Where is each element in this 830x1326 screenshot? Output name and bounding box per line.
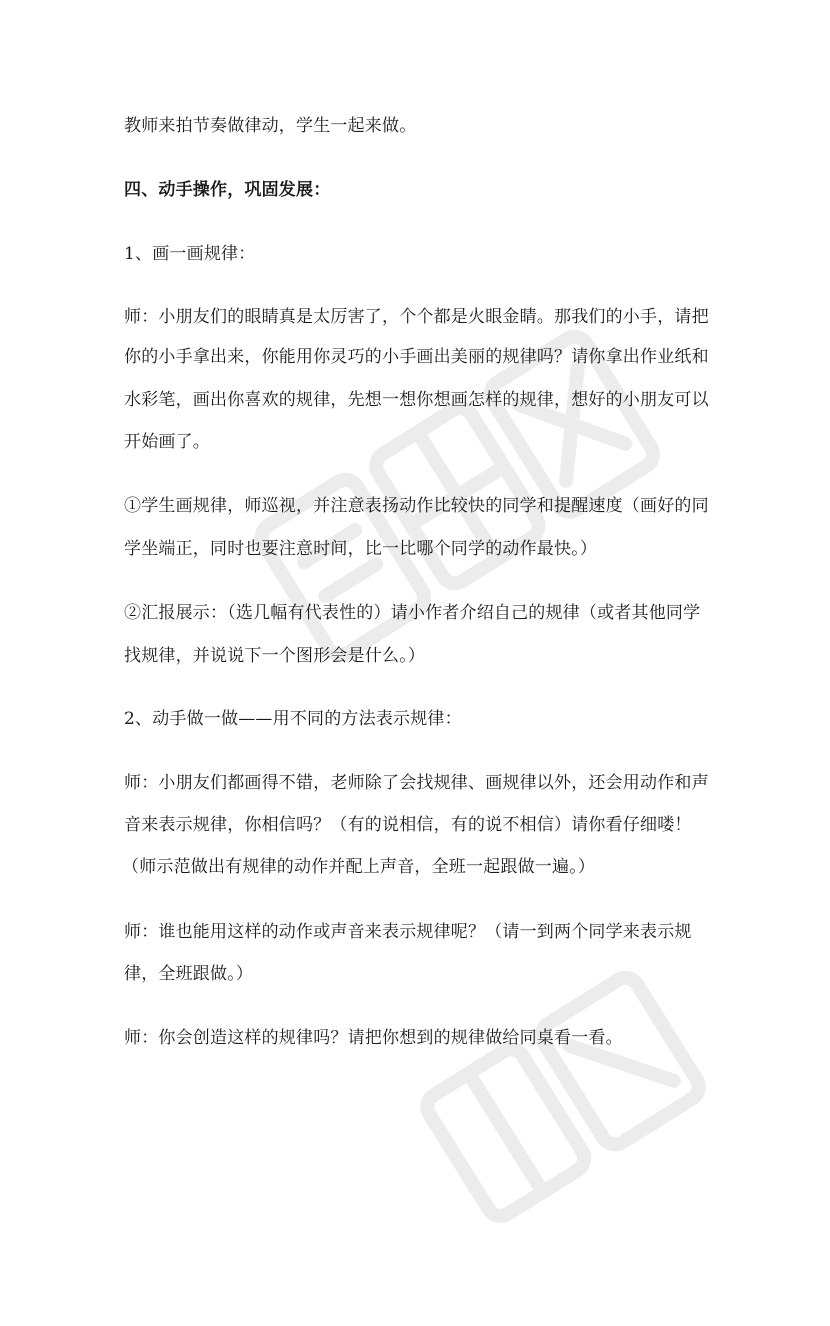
- paragraph-line: 学坐端正，同时也要注意时间，比一比哪个同学的动作最快。）: [124, 539, 598, 559]
- section-heading: 四、动手操作，巩固发展：: [124, 180, 331, 200]
- paragraph-line: ①学生画规律，师巡视，并注意表扬动作比较快的同学和提醒速度（画好的同: [124, 496, 709, 516]
- watermark-logo-bottom: [279, 934, 741, 1326]
- paragraph-line: 律，全班跟做。）: [124, 964, 254, 984]
- paragraph-line: 你的小手拿出来，你能用你灵巧的小手画出美丽的规律吗？请你拿出作业纸和: [124, 347, 709, 367]
- paragraph-line: （师示范做出有规律的动作并配上声音，全班一起跟做一遍。）: [122, 857, 596, 877]
- subsection-heading: 1、画一画规律：: [124, 244, 256, 264]
- paragraph-line: 音来表示规律，你相信吗？（有的说相信，有的说不相信）请你看仔细喽！: [124, 815, 692, 835]
- subsection-heading: 2、动手做一做——用不同的方法表示规律：: [124, 709, 462, 729]
- paragraph-line: 水彩笔，画出你喜欢的规律，先想一想你想画怎样的规律，想好的小朋友可以: [124, 390, 709, 410]
- paragraph-line: 师：小朋友们都画得不错，老师除了会找规律、画规律以外，还会用动作和声: [124, 773, 709, 793]
- paragraph-line: 师：你会创造这样的规律吗？请把你想到的规律做给同桌看一看。: [124, 1028, 623, 1048]
- paragraph-line: 开始画了。: [124, 432, 210, 452]
- paragraph-line: 师：小朋友们的眼睛真是太厉害了，个个都是火眼金睛。那我们的小手，请把: [124, 307, 709, 327]
- paragraph-line: 找规律，并说说下一个图形会是什么。）: [124, 646, 426, 666]
- paragraph-line: 教师来拍节奏做律动，学生一起来做。: [124, 116, 417, 136]
- paragraph-line: 师：谁也能用这样的动作或声音来表示规律呢？（请一到两个同学来表示规: [124, 922, 692, 942]
- paragraph-line: ②汇报展示：（选几幅有代表性的）请小作者介绍自己的规律（或者其他同学: [124, 603, 701, 623]
